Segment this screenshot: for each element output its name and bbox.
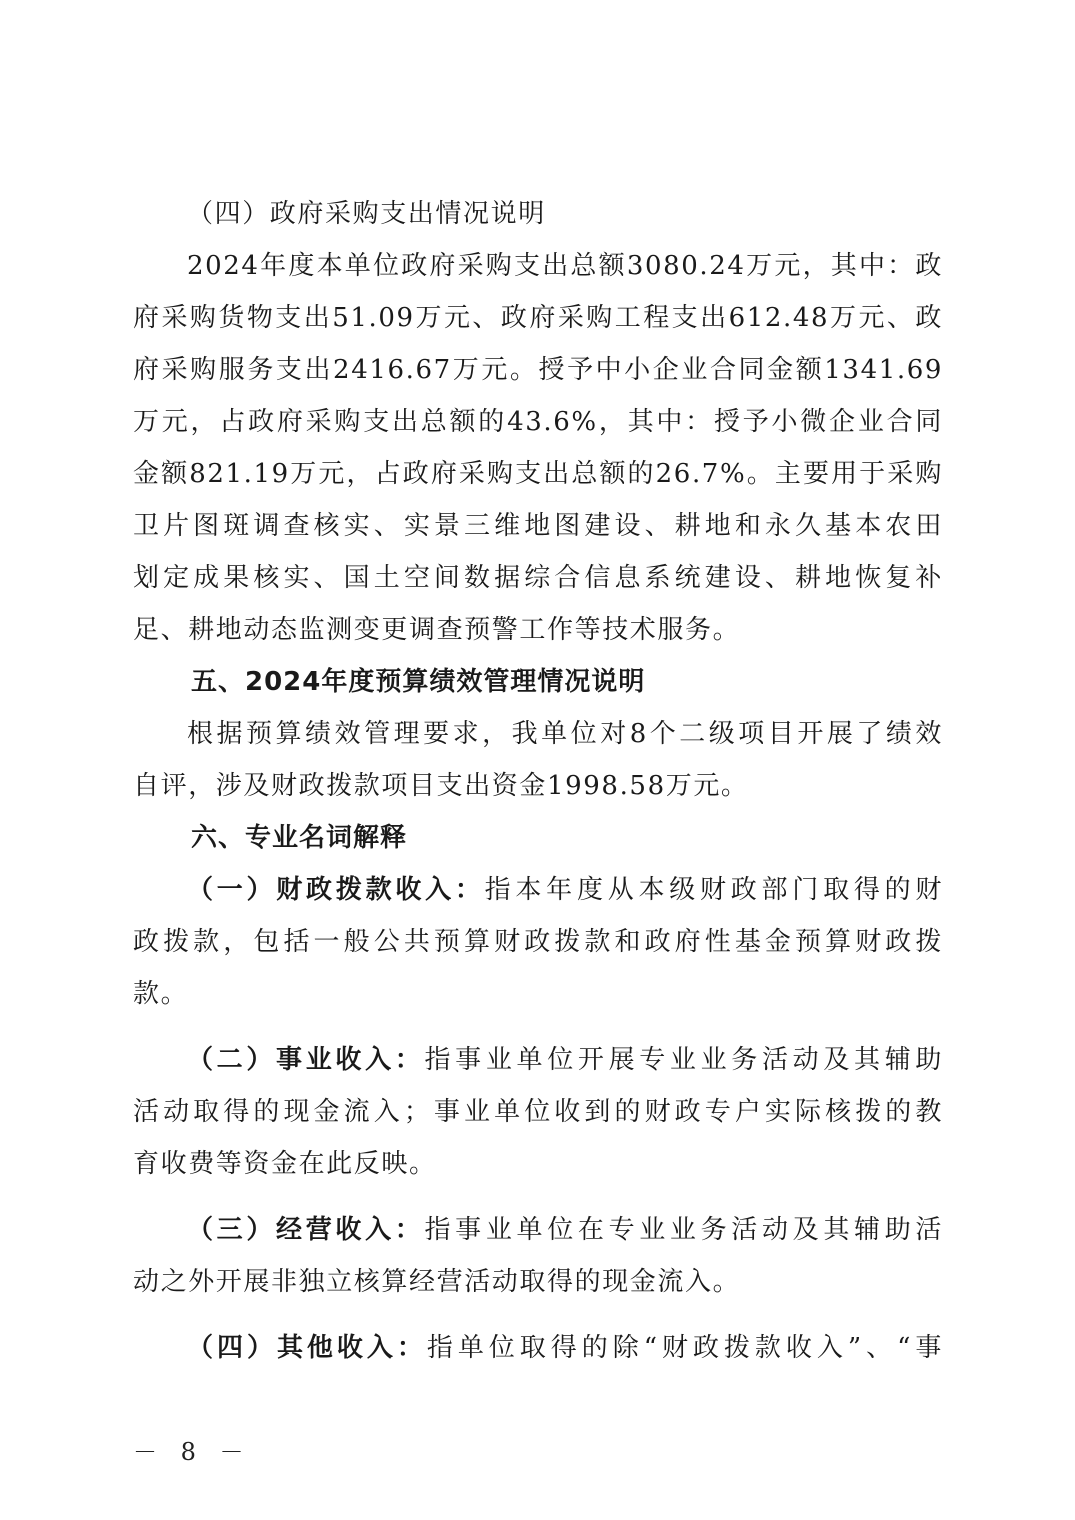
term-3-line <box>133 1209 943 1261</box>
paragraph-line: 自评，涉及财政拨款项目支出资金1998.58万元。 <box>133 771 749 801</box>
heading-5: 五、2024年度预算绩效管理情况说明 <box>191 667 646 697</box>
term-definition: 指事业单位开展专业业务活动及其辅助 <box>424 1045 943 1075</box>
paragraph-line: 金额821.19万元，占政府采购支出总额的26.7%。主要用于采购 <box>133 459 943 489</box>
document-body <box>133 193 943 1379</box>
heading-6: 六、专业名词解释 <box>191 823 408 853</box>
paragraph-line: 政拨款，包括一般公共预算财政拨款和政府性基金预算财政拨 <box>133 927 943 957</box>
paragraph-gap <box>133 1195 943 1209</box>
paragraph-line: 育收费等资金在此反映。 <box>133 1149 437 1179</box>
paragraph-line: 足、耕地动态监测变更调查预警工作等技术服务。 <box>133 615 741 645</box>
paragraph-gap <box>133 1025 943 1039</box>
paragraph-line: 府采购服务支出2416.67万元。授予中小企业合同金额1341.69 <box>133 355 943 385</box>
paragraph-line: 万元，占政府采购支出总额的43.6%，其中：授予小微企业合同 <box>133 407 943 437</box>
term-definition: 指本年度从本级财政部门取得的财 <box>484 875 943 905</box>
paragraph-line: 动之外开展非独立核算经营活动取得的现金流入。 <box>133 1267 741 1297</box>
term-definition: 指单位取得的除“财政拨款收入”、“事 <box>426 1333 943 1363</box>
term-label: （四）其他收入： <box>187 1333 427 1363</box>
term-label: （一）财政拨款收入： <box>187 875 485 905</box>
term-4-line <box>133 1327 943 1379</box>
term-2-line <box>133 1039 943 1091</box>
paragraph-line: 划定成果核实、国土空间数据综合信息系统建设、耕地恢复补 <box>133 563 943 593</box>
paragraph-gap <box>133 1313 943 1327</box>
page-number: － 8 － <box>133 1438 252 1466</box>
paragraph-line: 府采购货物支出51.09万元、政府采购工程支出612.48万元、政 <box>133 303 943 333</box>
term-1-line <box>133 869 943 921</box>
paragraph-line: 2024年度本单位政府采购支出总额3080.24万元，其中：政 <box>187 251 943 281</box>
section-4-title: （四）政府采购支出情况说明 <box>187 199 546 229</box>
term-definition: 指事业单位在专业业务活动及其辅助活 <box>424 1215 943 1245</box>
term-label: （三）经营收入： <box>187 1215 425 1245</box>
paragraph-line: 根据预算绩效管理要求，我单位对8个二级项目开展了绩效 <box>187 719 943 749</box>
term-label: （二）事业收入： <box>187 1045 425 1075</box>
paragraph-line: 活动取得的现金流入；事业单位收到的财政专户实际核拨的教 <box>133 1097 943 1127</box>
paragraph-line: 卫片图斑调查核实、实景三维地图建设、耕地和永久基本农田 <box>133 511 943 541</box>
paragraph-line: 款。 <box>133 979 189 1009</box>
